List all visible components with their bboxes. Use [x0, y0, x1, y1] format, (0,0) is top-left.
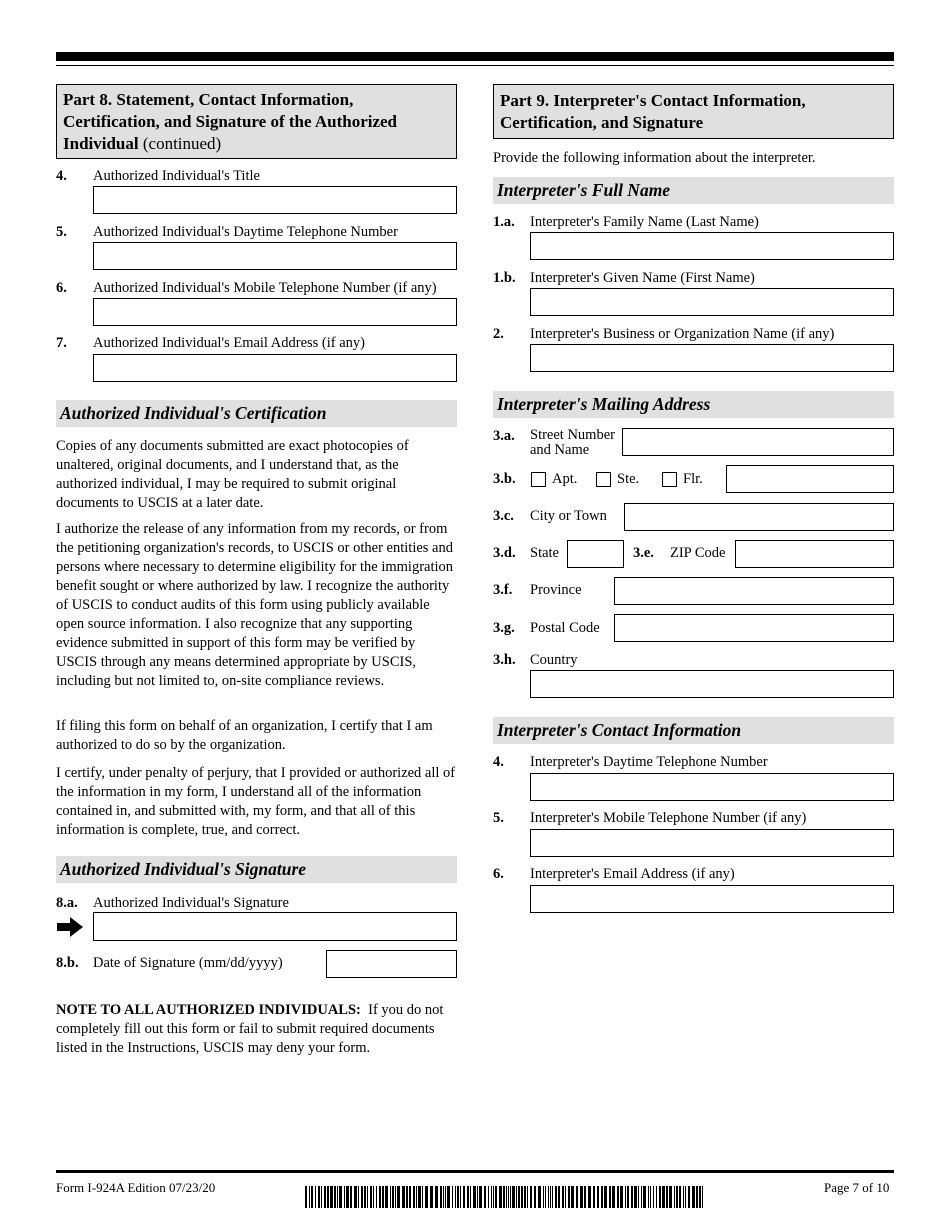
interp-daytime-phone-label: Interpreter's Daytime Telephone Number: [530, 754, 768, 770]
arrow-right-icon: [57, 917, 84, 937]
barcode: [305, 1186, 710, 1208]
item-number: 6.: [493, 866, 504, 882]
date-label: Date of Signature (mm/dd/yyyy): [93, 955, 283, 971]
cert-text: Copies of any documents submitted are exact photocopies of unaltered, original documents, and I understand that, as the authorized individual, I may be required to submit original documents to USCIS at a later date.: [56, 438, 409, 511]
authorized-daytime-phone-input[interactable]: [93, 242, 457, 270]
authorized-title-input[interactable]: [93, 186, 457, 214]
state-select[interactable]: [567, 540, 624, 568]
interpreter-organization-input[interactable]: [530, 344, 894, 372]
street-label-line1: Street Number: [530, 427, 615, 443]
item-number: 4.: [56, 168, 67, 184]
note-paragraph: [56, 1001, 457, 1058]
item-number: 4.: [493, 754, 504, 770]
cert-text: If filing this form on behalf of an organization, I certify that I am authorized to do so by the organization.: [56, 718, 433, 753]
apt-checkbox[interactable]: [531, 472, 546, 487]
interpreter-daytime-phone-input[interactable]: [530, 773, 894, 801]
interp-email-label: Interpreter's Email Address (if any): [530, 866, 735, 882]
interpreter-email-input[interactable]: [530, 885, 894, 913]
item-number: 1.a.: [493, 214, 515, 230]
postal-code-label: Postal Code: [530, 620, 600, 636]
interpreter-family-name-input[interactable]: [530, 232, 894, 260]
signature-label: Authorized Individual's Signature: [93, 895, 289, 911]
signature-date-input[interactable]: [326, 950, 457, 978]
country-input[interactable]: [530, 670, 894, 698]
item-number: 3.c.: [493, 508, 514, 524]
interp-mobile-phone-label: Interpreter's Mobile Telephone Number (if any): [530, 810, 807, 826]
street-input[interactable]: [622, 428, 894, 456]
item-number: 7.: [56, 335, 67, 351]
city-label: City or Town: [530, 508, 607, 524]
item-number: 5.: [493, 810, 504, 826]
zip-label: ZIP Code: [670, 545, 726, 561]
part8-title-suffix: (continued): [142, 134, 222, 153]
item-number: 3.h.: [493, 652, 516, 668]
top-thin-rule: [56, 65, 894, 66]
postal-code-input[interactable]: [614, 614, 894, 642]
item-number: 5.: [56, 224, 67, 240]
signature-header: Authorized Individual's Signature: [56, 856, 457, 883]
authorized-mobile-phone-input[interactable]: [93, 298, 457, 326]
note-heading: NOTE TO ALL AUTHORIZED INDIVIDUALS:: [56, 1002, 361, 1018]
item-number: 8.b.: [56, 955, 79, 971]
bottom-rule: [56, 1170, 894, 1173]
daytime-phone-label: Authorized Individual's Daytime Telephone Number: [93, 224, 398, 240]
apt-label: Apt.: [552, 471, 578, 487]
street-label-line2: and Name: [530, 442, 590, 458]
part8-header: [56, 84, 457, 159]
email-label: Authorized Individual's Email Address (if any): [93, 335, 366, 351]
organization-label: Interpreter's Business or Organization Name (if any): [530, 326, 835, 342]
mobile-phone-label: Authorized Individual's Mobile Telephone Number (if any): [93, 280, 437, 296]
cert-paragraph-1: [56, 437, 457, 513]
item-number: 3.a.: [493, 428, 515, 444]
form-id: Form I-924A Edition 07/23/20: [56, 1180, 216, 1195]
flr-checkbox[interactable]: [662, 472, 677, 487]
mailing-address-header: Interpreter's Mailing Address: [493, 391, 894, 418]
ste-checkbox[interactable]: [596, 472, 611, 487]
cert-text: I authorize the release of any information from my records, or from the petitioning organization's records, to USCIS or other entities and persons where necessary to determine eligibility for the immigration benefit sought or where authorized by law. I recognize the authority of USCIS to conduct audits of this form using publicly available open source information. I also recognize that any supporting evidence submitted in support of this form may be verified by USCIS through any means determined appropriate by USCIS, including but not limited to, on-site compliance reviews.: [56, 521, 454, 689]
signature-input[interactable]: [93, 912, 457, 941]
authorized-email-input[interactable]: [93, 354, 457, 382]
item-number: 2.: [493, 326, 504, 342]
province-input[interactable]: [614, 577, 894, 605]
certification-header: Authorized Individual's Certification: [56, 400, 457, 427]
contact-info-header: Interpreter's Contact Information: [493, 717, 894, 744]
flr-label: Flr.: [683, 471, 703, 487]
item-number: 3.e.: [633, 545, 654, 561]
cert-paragraph-4: [56, 764, 457, 840]
item-number: 3.f.: [493, 582, 513, 598]
cert-paragraph-3: [56, 717, 457, 755]
top-rule: [56, 52, 894, 61]
cert-paragraph-2: [56, 520, 457, 691]
state-label: State: [530, 545, 559, 561]
item-number: 6.: [56, 280, 67, 296]
interpreter-name-header: Interpreter's Full Name: [493, 177, 894, 204]
province-label: Province: [530, 582, 582, 598]
given-name-label: Interpreter's Given Name (First Name): [530, 270, 755, 286]
part9-header: [493, 84, 894, 139]
item-number: 3.g.: [493, 620, 515, 636]
page-number: Page 7 of 10: [824, 1180, 890, 1195]
street-label: [530, 428, 615, 458]
interpreter-mobile-phone-input[interactable]: [530, 829, 894, 857]
note-text: If you do not completely fill out this form or fail to submit required documents listed in the Instructions, USCIS may deny your form.: [56, 1002, 444, 1056]
unit-number-input[interactable]: [726, 465, 894, 493]
item-number: 8.a.: [56, 895, 78, 911]
family-name-label: Interpreter's Family Name (Last Name): [530, 214, 759, 230]
zip-input[interactable]: [735, 540, 894, 568]
item-number: 1.b.: [493, 270, 516, 286]
item-number: 3.b.: [493, 471, 516, 487]
part8-title: Part 8. Statement, Contact Information, Certification, and Signature of the Authorized Individual: [63, 90, 398, 153]
title-label: Authorized Individual's Title: [93, 168, 260, 184]
city-input[interactable]: [624, 503, 894, 531]
cert-text: I certify, under penalty of perjury, that I provided or authorized all of the information in my form, I understand all of the information contained in, and submitted with, my form, and that all of this information is complete, true, and correct.: [56, 765, 456, 838]
part9-title: Part 9. Interpreter's Contact Information, Certification, and Signature: [500, 91, 806, 132]
part9-intro: Provide the following information about the interpreter.: [493, 150, 816, 166]
country-label: Country: [530, 652, 578, 668]
interpreter-given-name-input[interactable]: [530, 288, 894, 316]
ste-label: Ste.: [617, 471, 640, 487]
item-number: 3.d.: [493, 545, 516, 561]
